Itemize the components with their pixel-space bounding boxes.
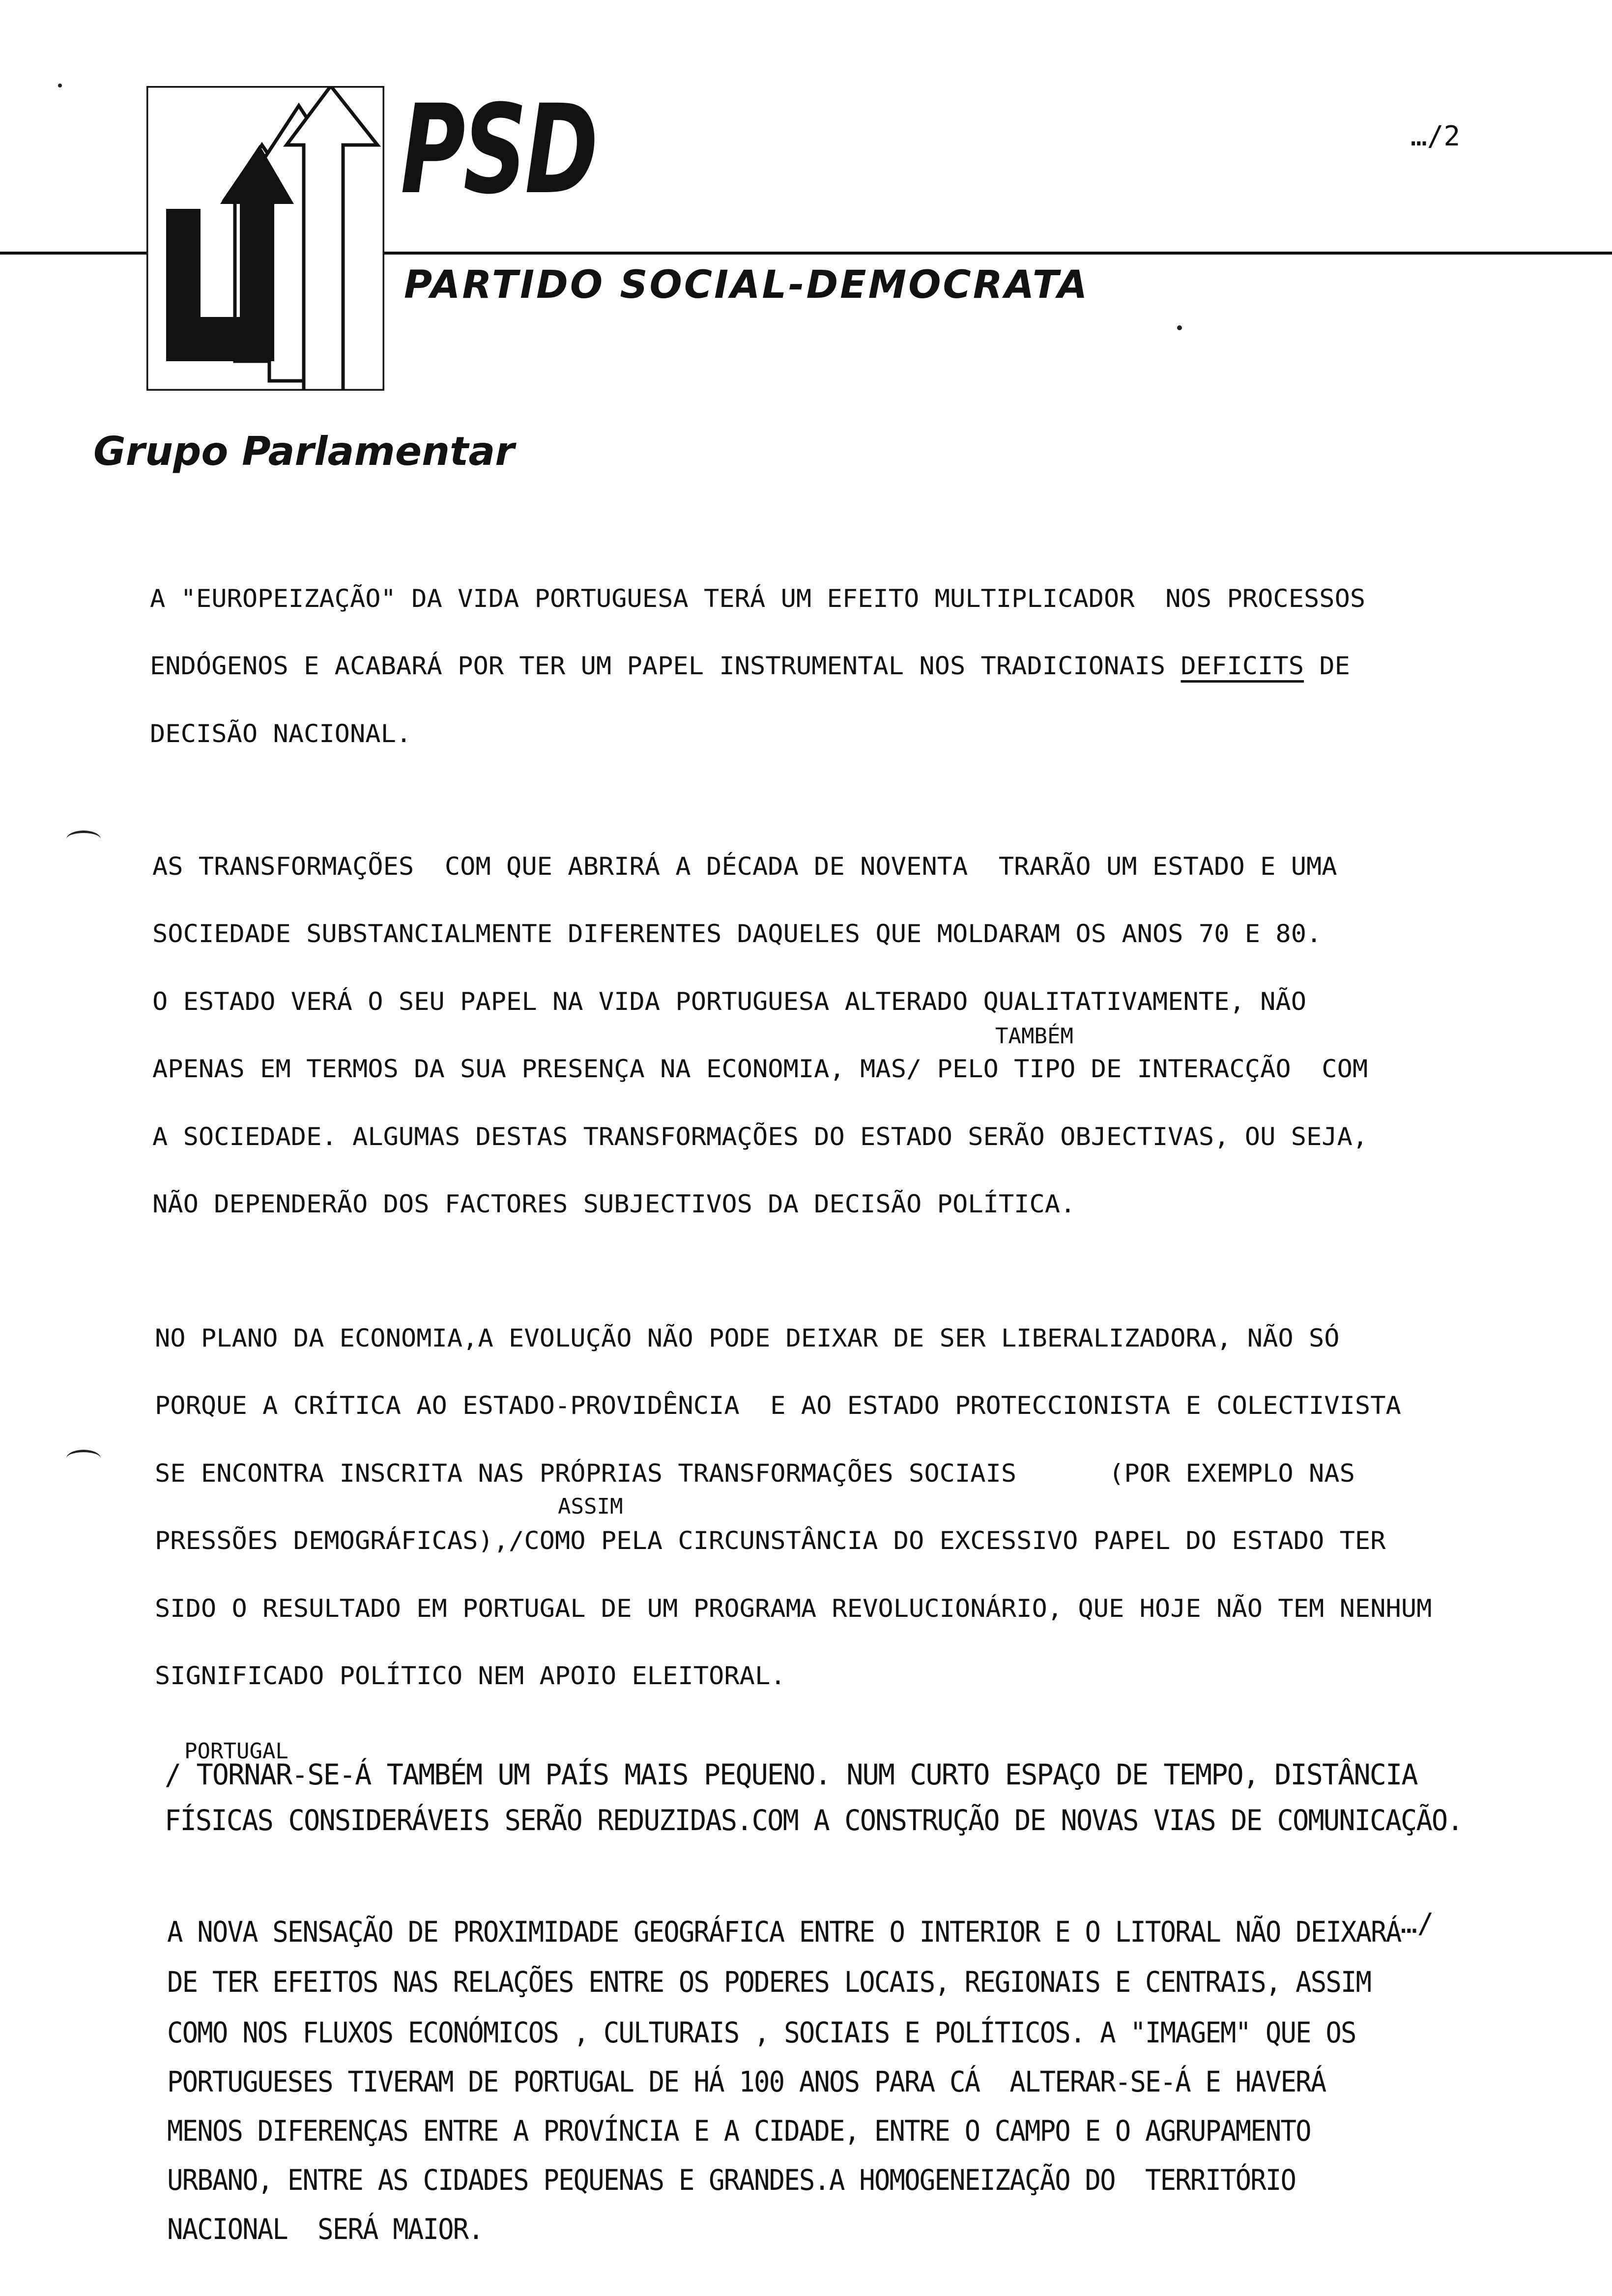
handwritten-insertion: TAMBÉM [995, 1024, 1073, 1049]
margin-mark [66, 831, 101, 848]
psd-arrows-logo [146, 86, 384, 391]
text-line: SE ENCONTRA INSCRITA NAS PRÓPRIAS TRANSFORMAÇÕES SOCIAIS (POR EXEMPLO NAS [155, 1459, 1355, 1488]
text-line: DE TER EFEITOS NAS RELAÇÕES ENTRE OS PODERES LOCAIS, REGIONAIS E CENTRAIS, ASSIM [167, 1965, 1371, 1999]
logo-text: PSD [401, 78, 597, 221]
group-name: Grupo Parlamentar [93, 429, 515, 474]
text-line: PRESSÕES DEMOGRÁFICAS),/COMO PELA CIRCUNSTÂNCIA DO EXCESSIVO PAPEL DO ESTADO TER [155, 1526, 1386, 1555]
stray-dot [58, 84, 62, 87]
text-line: URBANO, ENTRE AS CIDADES PEQUENAS E GRANDES.A HOMOGENEIZAÇÃO DO TERRITÓRIO [167, 2163, 1296, 2197]
text-line: A SOCIEDADE. ALGUMAS DESTAS TRANSFORMAÇÕES DO ESTADO SERÃO OBJECTIVAS, OU SEJA, [152, 1122, 1368, 1151]
text-line [150, 652, 1350, 680]
text-line: SIGNIFICADO POLÍTICO NEM APOIO ELEITORAL. [155, 1662, 786, 1690]
handwritten-insertion: ASSIM [558, 1494, 623, 1519]
text-line: O ESTADO VERÁ O SEU PAPEL NA VIDA PORTUGUESA ALTERADO QUALITATIVAMENTE, NÃO [152, 987, 1307, 1016]
underlined-word: DEFICITS [1180, 652, 1304, 680]
text-line: SIDO O RESULTADO EM PORTUGAL DE UM PROGRAMA REVOLUCIONÁRIO, QUE HOJE NÃO TEM NENHUM [155, 1594, 1432, 1623]
text-line: NACIONAL SERÁ MAIOR. [167, 2212, 483, 2246]
text-line: / TORNAR-SE-Á TAMBÉM UM PAÍS MAIS PEQUENO. NUM CURTO ESPAÇO DE TEMPO, DISTÂNCIA [165, 1758, 1417, 1791]
party-name: PARTIDO SOCIAL-DEMOCRATA [404, 263, 1090, 307]
text-line: PORQUE A CRÍTICA AO ESTADO-PROVIDÊNCIA E AO ESTADO PROTECCIONISTA E COLECTIVISTA [155, 1391, 1401, 1420]
text-line: DECISÃO NACIONAL. [150, 719, 412, 748]
text-segment: ENDÓGENOS E ACABARÁ POR TER UM PAPEL INSTRUMENTAL NOS TRADICIONAIS [150, 652, 1181, 680]
text-line: FÍSICAS CONSIDERÁVEIS SERÃO REDUZIDAS.COM A CONSTRUÇÃO DE NOVAS VIAS DE COMUNICAÇÃO. [165, 1804, 1463, 1837]
text-line: MENOS DIFERENÇAS ENTRE A PROVÍNCIA E A CIDADE, ENTRE O CAMPO E O AGRUPAMENTO [167, 2114, 1311, 2148]
text-line: A NOVA SENSAÇÃO DE PROXIMIDADE GEOGRÁFICA ENTRE O INTERIOR E O LITORAL NÃO DEIXARÁ [167, 1915, 1401, 1949]
page-number: …/2 [1410, 120, 1461, 152]
text-line: PORTUGUESES TIVERAM DE PORTUGAL DE HÁ 100 ANOS PARA CÁ ALTERAR-SE-Á E HAVERÁ [167, 2065, 1326, 2098]
text-line: AS TRANSFORMAÇÕES COM QUE ABRIRÁ A DÉCADA DE NOVENTA TRARÃO UM ESTADO E UMA [152, 852, 1337, 881]
text-line: NO PLANO DA ECONOMIA,A EVOLUÇÃO NÃO PODE DEIXAR DE SER LIBERALIZADORA, NÃO SÓ [155, 1324, 1340, 1352]
text-line: COMO NOS FLUXOS ECONÓMICOS , CULTURAIS , SOCIAIS E POLÍTICOS. A "IMAGEM" QUE OS [167, 2016, 1356, 2049]
text-line: NÃO DEPENDERÃO DOS FACTORES SUBJECTIVOS DA DECISÃO POLÍTICA. [152, 1190, 1076, 1218]
text-line: A "EUROPEIZAÇÃO" DA VIDA PORTUGUESA TERÁ UM EFEITO MULTIPLICADOR NOS PROCESSOS [150, 584, 1366, 613]
handwritten-insertion: PORTUGAL [184, 1739, 288, 1764]
margin-mark [66, 1450, 101, 1467]
continuation-mark: …/ [1401, 1908, 1434, 1940]
text-line: APENAS EM TERMOS DA SUA PRESENÇA NA ECONOMIA, MAS/ PELO TIPO DE INTERACÇÃO COM [152, 1055, 1368, 1083]
text-segment: DE [1304, 652, 1350, 680]
text-line: SOCIEDADE SUBSTANCIALMENTE DIFERENTES DAQUELES QUE MOLDARAM OS ANOS 70 E 80. [152, 919, 1322, 948]
stray-dot [1177, 325, 1182, 330]
